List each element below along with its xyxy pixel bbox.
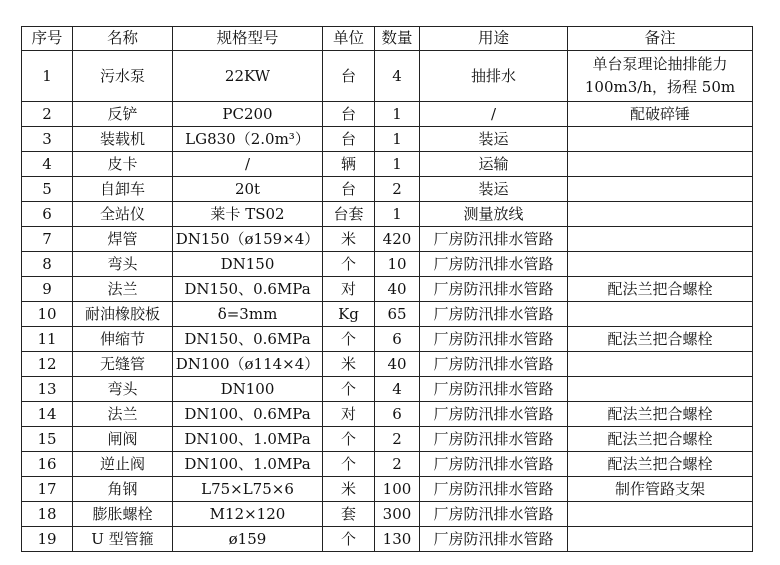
table-row [22, 377, 753, 402]
cell-spec: DN150、0.6MPa [173, 277, 323, 302]
cell-use: 厂房防汛排水管路 [420, 252, 568, 277]
cell-qty: 1 [375, 202, 420, 227]
cell-unit: 台 [323, 102, 375, 127]
cell-name: 自卸车 [73, 177, 173, 202]
cell-qty: 6 [375, 402, 420, 427]
cell-spec: 22KW [173, 51, 323, 102]
table-row [22, 252, 753, 277]
cell-qty: 130 [375, 527, 420, 552]
cell-qty: 300 [375, 502, 420, 527]
cell-spec: 莱卡 TS02 [173, 202, 323, 227]
cell-spec: ø159 [173, 527, 323, 552]
cell-no: 16 [22, 452, 73, 477]
cell-use: 测量放线 [420, 202, 568, 227]
cell-spec: / [173, 152, 323, 177]
cell-note [568, 302, 753, 327]
cell-no: 13 [22, 377, 73, 402]
cell-spec: PC200 [173, 102, 323, 127]
cell-unit: 米 [323, 477, 375, 502]
cell-note: 制作管路支架 [568, 477, 753, 502]
cell-note: 配破碎锤 [568, 102, 753, 127]
table-row [22, 402, 753, 427]
cell-unit: 米 [323, 227, 375, 252]
cell-unit: 辆 [323, 152, 375, 177]
cell-no: 11 [22, 327, 73, 352]
cell-use: 装运 [420, 177, 568, 202]
cell-name: 皮卡 [73, 152, 173, 177]
cell-no: 9 [22, 277, 73, 302]
cell-qty: 2 [375, 452, 420, 477]
note-line: 单台泵理论抽排能力 [592, 55, 728, 73]
cell-no: 12 [22, 352, 73, 377]
cell-note [568, 252, 753, 277]
cell-name: 弯头 [73, 252, 173, 277]
cell-no: 10 [22, 302, 73, 327]
cell-name: 装载机 [73, 127, 173, 152]
cell-use: 厂房防汛排水管路 [420, 452, 568, 477]
cell-spec: δ=3mm [173, 302, 323, 327]
cell-qty: 6 [375, 327, 420, 352]
cell-note [568, 502, 753, 527]
table-row [22, 527, 753, 552]
cell-no: 6 [22, 202, 73, 227]
cell-note [568, 177, 753, 202]
table-row [22, 477, 753, 502]
cell-use: 厂房防汛排水管路 [420, 227, 568, 252]
cell-no: 15 [22, 427, 73, 452]
cell-use: 厂房防汛排水管路 [420, 527, 568, 552]
cell-unit: 套 [323, 502, 375, 527]
cell-qty: 2 [375, 177, 420, 202]
cell-use: 厂房防汛排水管路 [420, 352, 568, 377]
cell-no: 19 [22, 527, 73, 552]
cell-use: 厂房防汛排水管路 [420, 277, 568, 302]
cell-note [568, 202, 753, 227]
cell-note [568, 51, 753, 102]
table-row [22, 227, 753, 252]
cell-note [568, 152, 753, 177]
cell-note: 配法兰把合螺栓 [568, 277, 753, 302]
cell-unit: 台 [323, 177, 375, 202]
cell-unit: 台 [323, 51, 375, 102]
cell-name: 伸缩节 [73, 327, 173, 352]
cell-unit: 米 [323, 352, 375, 377]
table-row [22, 327, 753, 352]
cell-no: 5 [22, 177, 73, 202]
cell-no: 14 [22, 402, 73, 427]
cell-qty: 1 [375, 152, 420, 177]
cell-qty: 1 [375, 127, 420, 152]
cell-spec: 20t [173, 177, 323, 202]
cell-use: 厂房防汛排水管路 [420, 327, 568, 352]
cell-no: 1 [22, 51, 73, 102]
cell-use: 厂房防汛排水管路 [420, 427, 568, 452]
cell-spec: LG830（2.0m³） [173, 127, 323, 152]
cell-use: 装运 [420, 127, 568, 152]
cell-note [568, 227, 753, 252]
cell-use: 厂房防汛排水管路 [420, 502, 568, 527]
cell-no: 3 [22, 127, 73, 152]
cell-note [568, 127, 753, 152]
table-row [22, 51, 753, 102]
cell-unit: 台套 [323, 202, 375, 227]
cell-qty: 100 [375, 477, 420, 502]
cell-unit: 台 [323, 127, 375, 152]
cell-use: 厂房防汛排水管路 [420, 477, 568, 502]
cell-use: 运输 [420, 152, 568, 177]
header-qty: 数量 [375, 27, 420, 51]
cell-no: 4 [22, 152, 73, 177]
table-row [22, 302, 753, 327]
cell-spec: DN100、1.0MPa [173, 427, 323, 452]
table-row [22, 102, 753, 127]
cell-note: 配法兰把合螺栓 [568, 402, 753, 427]
cell-unit: 个 [323, 527, 375, 552]
table-row [22, 177, 753, 202]
cell-no: 17 [22, 477, 73, 502]
table-row [22, 427, 753, 452]
header-spec: 规格型号 [173, 27, 323, 51]
cell-no: 2 [22, 102, 73, 127]
table-row [22, 152, 753, 177]
header-note: 备注 [568, 27, 753, 51]
header-use: 用途 [420, 27, 568, 51]
cell-qty: 10 [375, 252, 420, 277]
note-line: 100m3/h，扬程 50m [584, 78, 736, 96]
table-row [22, 502, 753, 527]
cell-name: U 型管箍 [73, 527, 173, 552]
cell-unit: 个 [323, 427, 375, 452]
cell-spec: DN150、0.6MPa [173, 327, 323, 352]
cell-no: 8 [22, 252, 73, 277]
header-unit: 单位 [323, 27, 375, 51]
cell-unit: 个 [323, 377, 375, 402]
cell-name: 弯头 [73, 377, 173, 402]
cell-spec: DN100 [173, 377, 323, 402]
cell-spec: DN150 [173, 252, 323, 277]
cell-qty: 2 [375, 427, 420, 452]
cell-unit: Kg [323, 302, 375, 327]
equipment-material-table [21, 26, 753, 552]
cell-name: 法兰 [73, 402, 173, 427]
cell-name: 全站仪 [73, 202, 173, 227]
cell-qty: 40 [375, 352, 420, 377]
cell-name: 焊管 [73, 227, 173, 252]
cell-name: 闸阀 [73, 427, 173, 452]
table-header-row [22, 27, 753, 51]
header-no: 序号 [22, 27, 73, 51]
cell-name: 角钢 [73, 477, 173, 502]
cell-qty: 1 [375, 102, 420, 127]
cell-note [568, 377, 753, 402]
cell-use: / [420, 102, 568, 127]
cell-no: 18 [22, 502, 73, 527]
cell-name: 耐油橡胶板 [73, 302, 173, 327]
cell-unit: 对 [323, 402, 375, 427]
cell-spec: DN100、0.6MPa [173, 402, 323, 427]
table-row [22, 352, 753, 377]
cell-use: 厂房防汛排水管路 [420, 402, 568, 427]
table-row [22, 452, 753, 477]
cell-name: 反铲 [73, 102, 173, 127]
cell-unit: 个 [323, 252, 375, 277]
cell-note: 配法兰把合螺栓 [568, 452, 753, 477]
cell-name: 污水泵 [73, 51, 173, 102]
header-name: 名称 [73, 27, 173, 51]
cell-name: 无缝管 [73, 352, 173, 377]
cell-name: 膨胀螺栓 [73, 502, 173, 527]
cell-note [568, 352, 753, 377]
cell-note: 配法兰把合螺栓 [568, 327, 753, 352]
cell-use: 厂房防汛排水管路 [420, 302, 568, 327]
cell-spec: M12×120 [173, 502, 323, 527]
cell-qty: 420 [375, 227, 420, 252]
cell-spec: DN150（ø159×4） [173, 227, 323, 252]
cell-note [568, 527, 753, 552]
cell-no: 7 [22, 227, 73, 252]
cell-unit: 对 [323, 277, 375, 302]
cell-spec: DN100、1.0MPa [173, 452, 323, 477]
cell-name: 逆止阀 [73, 452, 173, 477]
cell-qty: 40 [375, 277, 420, 302]
cell-name: 法兰 [73, 277, 173, 302]
cell-note: 配法兰把合螺栓 [568, 427, 753, 452]
cell-qty: 4 [375, 377, 420, 402]
table-row [22, 277, 753, 302]
cell-unit: 个 [323, 452, 375, 477]
cell-qty: 4 [375, 51, 420, 102]
cell-qty: 65 [375, 302, 420, 327]
cell-spec: L75×L75×6 [173, 477, 323, 502]
table-row [22, 127, 753, 152]
cell-use: 抽排水 [420, 51, 568, 102]
cell-unit: 个 [323, 327, 375, 352]
cell-spec: DN100（ø114×4） [173, 352, 323, 377]
table-row [22, 202, 753, 227]
cell-use: 厂房防汛排水管路 [420, 377, 568, 402]
